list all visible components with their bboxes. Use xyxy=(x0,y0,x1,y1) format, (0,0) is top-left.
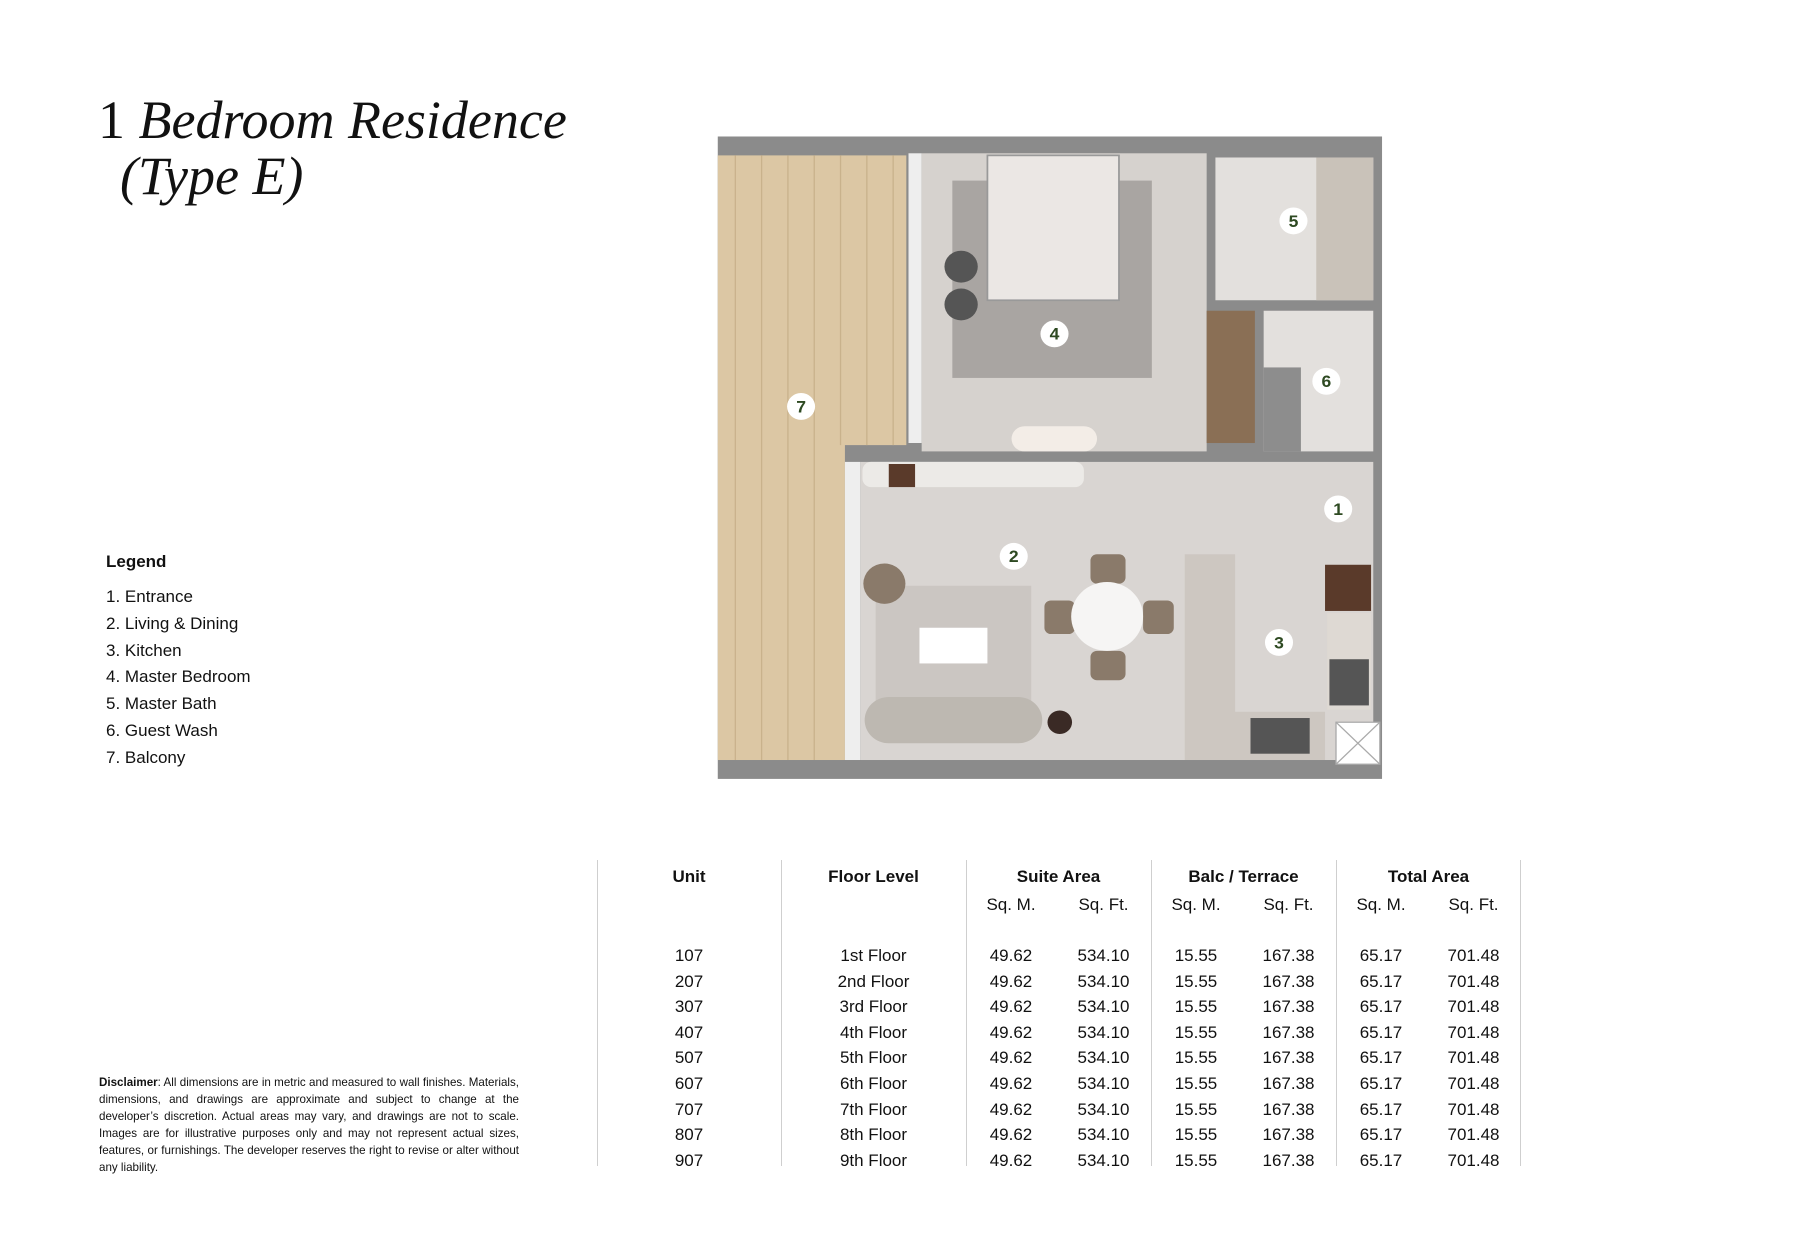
wardrobe xyxy=(1207,311,1255,443)
table-cell: 49.62 xyxy=(989,1125,1033,1145)
table-cell: 15.55 xyxy=(1174,1022,1218,1042)
table-cell: 15.55 xyxy=(1174,1048,1218,1068)
table-row xyxy=(597,969,1521,995)
table-row xyxy=(597,1122,1521,1148)
table-cell: 167.38 xyxy=(1262,1073,1315,1093)
table-cell: 607 xyxy=(674,1073,704,1093)
page-title xyxy=(98,92,567,204)
table-cell: 701.48 xyxy=(1447,1048,1500,1068)
table-cell: 65.17 xyxy=(1359,1150,1403,1170)
marker-6: 6 xyxy=(1321,371,1332,392)
table-cell: 49.62 xyxy=(989,997,1033,1017)
balcony-floor xyxy=(718,443,845,760)
table-cell: 49.62 xyxy=(989,1048,1033,1068)
table-row xyxy=(597,1020,1521,1046)
table-cell: 907 xyxy=(674,1150,704,1170)
table-cell: 6th Floor xyxy=(839,1073,908,1093)
window xyxy=(845,462,860,760)
armchair xyxy=(863,564,905,604)
legend-item: 3. Kitchen xyxy=(106,640,182,660)
disclaimer-label: Disclaimer xyxy=(99,1076,158,1089)
table-cell: 4th Floor xyxy=(839,1022,908,1042)
table-cell: 167.38 xyxy=(1262,1150,1315,1170)
table-cell: 534.10 xyxy=(1077,1048,1130,1068)
bed xyxy=(987,155,1119,300)
table-cell: 701.48 xyxy=(1447,1073,1500,1093)
table-cell: 65.17 xyxy=(1359,1073,1403,1093)
table-cell: 7th Floor xyxy=(839,1099,908,1119)
header-unit: Unit xyxy=(672,867,706,886)
table-cell: 65.17 xyxy=(1359,945,1403,965)
table-cell: 15.55 xyxy=(1174,997,1218,1017)
table-cell: 167.38 xyxy=(1262,1099,1315,1119)
table-cell: 534.10 xyxy=(1077,1022,1130,1042)
title-number: 1 xyxy=(98,90,125,150)
table-cell: 1st Floor xyxy=(840,945,907,965)
marker-4: 4 xyxy=(1049,324,1060,344)
floor-plan xyxy=(709,126,1393,781)
subheader: Sq. Ft. xyxy=(1078,894,1129,914)
sofa xyxy=(865,697,1043,743)
table-cell: 701.48 xyxy=(1447,997,1500,1017)
table-header-row xyxy=(597,862,1521,892)
subheader: Sq. Ft. xyxy=(1263,894,1314,914)
table-cell: 534.10 xyxy=(1077,1125,1130,1145)
coffee-table xyxy=(919,628,987,664)
table-row xyxy=(597,1097,1521,1123)
table-cell: 167.38 xyxy=(1262,1048,1315,1068)
legend-item: 4. Master Bedroom xyxy=(106,667,251,687)
unit-area-table xyxy=(597,862,1521,1174)
desk xyxy=(1012,426,1098,451)
sink xyxy=(1251,718,1310,754)
marker-3: 3 xyxy=(1274,632,1284,653)
cooktop xyxy=(1329,659,1368,705)
legend-item: 2. Living & Dining xyxy=(106,613,239,633)
side-table xyxy=(1047,710,1072,734)
table-row xyxy=(597,943,1521,969)
table-cell: 701.48 xyxy=(1447,1125,1500,1145)
table-cell: 167.38 xyxy=(1262,971,1315,991)
table-cell: 15.55 xyxy=(1174,1099,1218,1119)
table-cell: 167.38 xyxy=(1262,1022,1315,1042)
table-cell: 5th Floor xyxy=(839,1048,908,1068)
table-cell: 49.62 xyxy=(989,1150,1033,1170)
table-row xyxy=(597,1148,1521,1174)
table-row xyxy=(597,1071,1521,1097)
marker-1: 1 xyxy=(1333,499,1344,519)
side-table xyxy=(944,288,977,320)
dining-table xyxy=(1071,582,1143,651)
legend-item: 7. Balcony xyxy=(106,747,186,767)
marker-5: 5 xyxy=(1288,211,1299,231)
table-cell: 167.38 xyxy=(1262,1125,1315,1145)
table-cell: 65.17 xyxy=(1359,1125,1403,1145)
subheader: Sq. M. xyxy=(986,894,1036,914)
header-total-area: Total Area xyxy=(1387,867,1470,886)
table-cell: 107 xyxy=(674,945,704,965)
table-cell: 2nd Floor xyxy=(837,971,910,991)
table-subheader-row xyxy=(597,892,1521,918)
table-cell: 65.17 xyxy=(1359,1022,1403,1042)
fridge xyxy=(1325,565,1371,611)
table-cell: 534.10 xyxy=(1077,1150,1130,1170)
table-cell: 167.38 xyxy=(1262,997,1315,1017)
side-table xyxy=(944,251,977,283)
header-suite-area: Suite Area xyxy=(1016,867,1101,886)
legend xyxy=(106,552,251,772)
table-cell: 167.38 xyxy=(1262,945,1315,965)
table-cell: 49.62 xyxy=(989,945,1033,965)
table-cell: 15.55 xyxy=(1174,1150,1218,1170)
table-cell: 3rd Floor xyxy=(839,997,908,1017)
shower xyxy=(1316,157,1373,300)
table-cell: 534.10 xyxy=(1077,1073,1130,1093)
table-cell: 65.17 xyxy=(1359,1099,1403,1119)
table-cell: 49.62 xyxy=(989,971,1033,991)
table-cell: 15.55 xyxy=(1174,1073,1218,1093)
table-cell: 65.17 xyxy=(1359,971,1403,991)
table-cell: 701.48 xyxy=(1447,971,1500,991)
table-cell: 807 xyxy=(674,1125,704,1145)
table-cell: 534.10 xyxy=(1077,945,1130,965)
marker-2: 2 xyxy=(1008,546,1019,567)
table-cell: 49.62 xyxy=(989,1099,1033,1119)
table-cell: 9th Floor xyxy=(839,1150,908,1170)
table-cell: 707 xyxy=(674,1099,704,1119)
table-cell: 407 xyxy=(674,1022,704,1042)
legend-item: 5. Master Bath xyxy=(106,694,217,714)
table-cell: 307 xyxy=(674,997,704,1017)
table-cell: 15.55 xyxy=(1174,971,1218,991)
header-floor-level: Floor Level xyxy=(828,867,919,886)
table-cell: 8th Floor xyxy=(839,1125,908,1145)
legend-item: 1. Entrance xyxy=(106,587,193,606)
table-cell: 49.62 xyxy=(989,1022,1033,1042)
table-cell: 534.10 xyxy=(1077,971,1130,991)
table-cell: 534.10 xyxy=(1077,997,1130,1017)
marker-7: 7 xyxy=(796,396,806,417)
table-cell: 49.62 xyxy=(989,1073,1033,1093)
table-cell: 701.48 xyxy=(1447,1022,1500,1042)
table-cell: 701.48 xyxy=(1447,1150,1500,1170)
title-line1: Bedroom Residence xyxy=(138,90,567,150)
vanity xyxy=(1264,367,1301,451)
table-cell: 534.10 xyxy=(1077,1099,1130,1119)
table-row xyxy=(597,994,1521,1020)
table-cell: 207 xyxy=(674,971,704,991)
table-cell: 15.55 xyxy=(1174,1125,1218,1145)
legend-item: 6. Guest Wash xyxy=(106,720,218,740)
disclaimer xyxy=(99,1074,519,1176)
title-line2: (Type E) xyxy=(120,146,304,206)
table-cell: 15.55 xyxy=(1174,945,1218,965)
table-row xyxy=(597,1046,1521,1072)
disclaimer-text: : All dimensions are in metric and measured to wall finishes. Materials, dimensions, and drawings are approximate and subject to change at the developer’s discretion. Actual areas may vary, and drawings are not to scale. Images are for illustrative purposes only and may not represent actual sizes, features, or furnishings. The developer reserves the right to revise or alter without any liability. xyxy=(99,1076,519,1174)
table-cell: 701.48 xyxy=(1447,1099,1500,1119)
table-cell: 65.17 xyxy=(1359,1048,1403,1068)
table-cell: 65.17 xyxy=(1359,997,1403,1017)
subheader: Sq. Ft. xyxy=(1448,894,1499,914)
table-cell: 507 xyxy=(674,1048,704,1068)
legend-heading: Legend xyxy=(106,552,167,571)
header-balc-terrace: Balc / Terrace xyxy=(1188,867,1299,886)
subheader: Sq. M. xyxy=(1356,894,1406,914)
subheader: Sq. M. xyxy=(1171,894,1221,914)
table-cell: 701.48 xyxy=(1447,945,1500,965)
window xyxy=(909,153,922,443)
